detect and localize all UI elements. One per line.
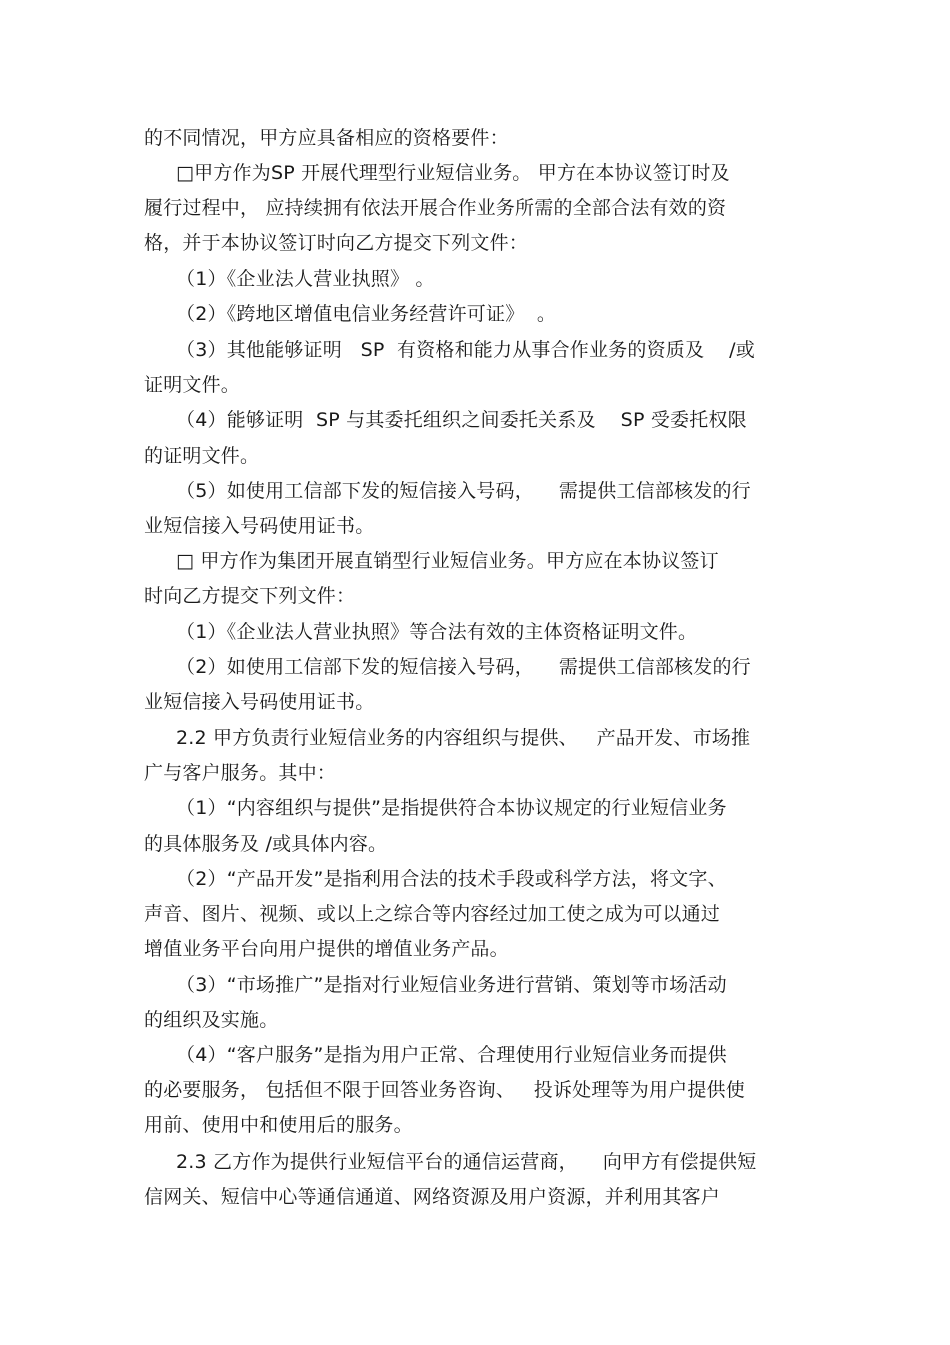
text-line: 履行过程中， 应持续拥有依法开展合作业务所需的全部合法有效的资 <box>144 197 727 219</box>
text-line: 信网关、短信中心等通信通道、网络资源及用户资源，并利用其客户 <box>144 1186 721 1208</box>
text-line: 业短信接入号码使用证书。 <box>144 691 375 713</box>
list-item-line: （1）“内容组织与提供”是指提供符合本协议规定的行业短信业务 <box>176 797 727 819</box>
list-item-line: （2）《跨地区增值电信业务经营许可证》 。 <box>176 303 557 325</box>
list-item-line: （1）《企业法人营业执照》等合法有效的主体资格证明文件。 <box>176 621 698 643</box>
list-item-line: （3）其他能够证明 SP 有资格和能力从事合作业务的资质及 /或 <box>176 339 755 361</box>
text-line: 广与客户服务。其中： <box>144 762 337 784</box>
section-line: 2.2 甲方负责行业短信业务的内容组织与提供、 产品开发、市场推 <box>176 727 751 749</box>
text-line: 证明文件。 <box>144 374 241 396</box>
text-line: 声音、图片、视频、或以上之综合等内容经过加工使之成为可以通过 <box>144 903 721 925</box>
list-item-line: （5）如使用工信部下发的短信接入号码， 需提供工信部核发的行 <box>176 480 751 502</box>
list-item-line: （3）“市场推广”是指对行业短信业务进行营销、策划等市场活动 <box>176 974 727 996</box>
text-line: 业短信接入号码使用证书。 <box>144 515 375 537</box>
checkbox-item-line: □甲方作为SP 开展代理型行业短信业务。 甲方在本协议签订时及 <box>176 162 730 184</box>
list-item-line: （2）如使用工信部下发的短信接入号码， 需提供工信部核发的行 <box>176 656 751 678</box>
text-line: 时向乙方提交下列文件： <box>144 585 356 607</box>
list-item-line: （4）“客户服务”是指为用户正常、合理使用行业短信业务而提供 <box>176 1044 727 1066</box>
text-line: 用前、使用中和使用后的服务。 <box>144 1114 413 1136</box>
list-item-line: （1）《企业法人营业执照》 。 <box>176 268 435 290</box>
checkbox-item-line: □ 甲方作为集团开展直销型行业短信业务。甲方应在本协议签订 <box>176 550 719 572</box>
list-item-line: （2）“产品开发”是指利用合法的技术手段或科学方法，将文字、 <box>176 868 727 890</box>
list-item-line: （4）能够证明 SP 与其委托组织之间委托关系及 SP 受委托权限 <box>176 409 747 431</box>
text-line: 的证明文件。 <box>144 445 260 467</box>
text-line: 的具体服务及 /或具体内容。 <box>144 833 388 855</box>
text-line: 的组织及实施。 <box>144 1009 279 1031</box>
text-line: 格，并于本协议签订时向乙方提交下列文件： <box>144 232 529 254</box>
text-line: 的不同情况，甲方应具备相应的资格要件： <box>144 127 509 149</box>
section-line: 2.3 乙方作为提供行业短信平台的通信运营商， 向甲方有偿提供短 <box>176 1151 757 1173</box>
text-line: 的必要服务， 包括但不限于回答业务咨询、 投诉处理等为用户提供使 <box>144 1079 745 1101</box>
text-line: 增值业务平台向用户提供的增值业务产品。 <box>144 938 509 960</box>
